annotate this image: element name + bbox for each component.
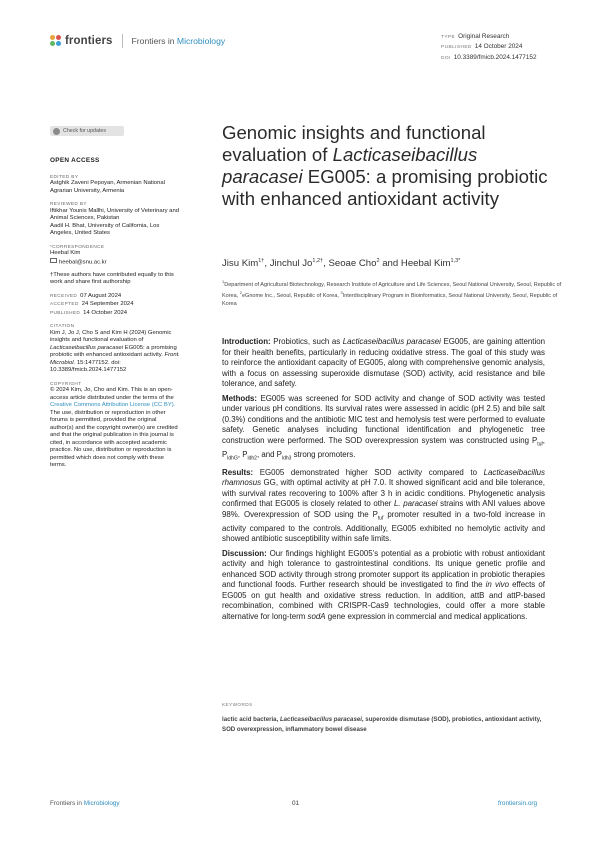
author-list: Jisu Kim$^{1\dagger}$, Jinchul $Jo^{1,2\dagger}$, Seoae Cho$^2$ and Heebal Kim$^{1,3*}$ (222, 258, 461, 270)
frontiers-logo-icon (50, 35, 62, 47)
contribution-note: †These authors have contributed equally to this work and share first authorship (50, 271, 174, 285)
open-access-label: OPEN ACCESS (50, 157, 100, 164)
article-title: Genomic insights and functional evaluation of Lacticaseibacillus paracasei EG005: a promising probiotic with enhanced antioxidant activity (222, 122, 548, 209)
abstract-methods: Methods: EG005 was screened for SOD activity and change of SOD activity was tested under various pH conditions. Its survival rates were assessed in acidic (pH 2.5) and bile salt (0.3%) conditions and the antibiotic MIC test and hemolysis test were performed to evaluate safety. Genetic analyses including functional identification and phylogenetic tree construction were performed. The SOD overexpression system was constructed using $P_{tuf}$, $P_{ldhG}$, $P_{ldh2}$, and $P_{ldh3}$ strong promoters. (222, 393, 545, 462)
author[interactable]: Heebal Kim$^{1,3*}$ (400, 258, 461, 270)
keywords: KEYWORDS lactic acid bacteria, Lacticaseibacillus paracasei, superoxide dismutase (SOD), probiotics, antioxidant activity, SOD overexpression, inflammatory bowel disease (222, 702, 542, 733)
author[interactable]: Jisu Kim$^{1\dagger}$ (222, 258, 265, 270)
email-icon (50, 258, 57, 264)
frontiers-logo[interactable] (50, 34, 225, 48)
article-type: Original Research (458, 33, 510, 40)
copyright: COPYRIGHT © 2024 Kim, Jo, Cho and Kim. This is an open-access article distributed under the terms of the Creative Commons Attribution License (CC BY). The use, distribution or reproduction in other forums is permitted, provided the original author(s) and the copyright owner(s) are credited and that the original publication in this journal is cited, in accordance with accepted academic practice. No use, distribution or reproduction is permitted which does not comply with these terms. (50, 380, 178, 468)
affiliations: $^1$Department of Agricultural Biotechnology, Research Institute of Agriculture and Life Sciences, Seoul National University, Seoul, Republic of Korea, $^2$eGnome Inc., Seoul, Republic of Korea, $^3$Interdisciplinary Program in Bioinformatics, Seoul National University, Seoul, Republic of Korea (222, 279, 562, 307)
doi-link[interactable]: 10.3389/fmicb.2024.1477152 (453, 53, 537, 61)
edited-by: EDITED BY Astghik Zaveni Pepoyan, Armenian National Agrarian University, Armenia (50, 173, 165, 194)
article-meta: TYPE Original Research PUBLISHED 14 October 2024 DOI 10.3389/fmicb.2024.1477152 (441, 33, 537, 61)
author[interactable]: Jinchul $Jo^{1,2\dagger}$ (269, 258, 324, 270)
refresh-icon (53, 128, 60, 135)
abstract-results: Results: EG005 demonstrated higher SOD activity compared to Lacticaseibacillus rhamnosus GG, with optimal activity at pH 7.0. It showed significant acid and bile tolerance, with survival rates recovering to 100% after 3 h in acidic conditions. Phylogenetic analysis confirmed that EG005 is closely related to other L. paracasei strains with ANI values above 98%. Overexpression of SOD using the $P_{tuf}$ promoter resulted in a two-fold increase in activity compared to the controls. Additionally, EG005 exhibited no hemolytic activity and showed antibiotic susceptibility within safe limits. (222, 467, 546, 544)
footer-journal[interactable]: Frontiers in Microbiology (50, 800, 120, 807)
dates: RECEIVED 07 August 2024 ACCEPTED 24 September 2024 PUBLISHED 14 October 2024 (50, 292, 134, 316)
abstract-introduction: Introduction: Probiotics, such as Lacticaseibacillus paracasei EG005, are gaining attention for their health benefits, particularly in reducing oxidative stress. The goal of this study was to reinforce the antioxidant capacity of EG005, along with comprehensive genomic analysis, with a focus on assessing superoxide dismutase (SOD) activity, acid resistance and bile tolerance, and safety. (222, 337, 546, 388)
corr-email[interactable]: heebal@snu.ac.kr (59, 259, 107, 265)
reviewed-by: REVIEWED BY Iftikhar Younis Mallhi, University of Veterinary and Animal Sciences, Pakistan Aadil H. Bhat, University of California, Los Angeles, United States (50, 201, 180, 236)
header-divider (122, 34, 123, 48)
page-number: 01 (292, 800, 300, 807)
correspondence: *CORRESPONDENCE Heebal Kim heebal@snu.ac.kr (50, 243, 107, 265)
sidebar (50, 157, 180, 475)
citation: CITATION Kim J, Jo J, Cho S and Kim H (2024) Genomic insights and functional evaluation of Lacticaseibacillus paracasei EG005: a promising probiotic with enhanced antioxidant activity. Front. Microbiol. 15:1477152. doi: 10.3389/fmicb.2024.1477152 (50, 323, 180, 373)
published-date: 14 October 2024 (474, 43, 523, 51)
abstract-discussion: Discussion: Our findings highlight EG005’s potential as a probiotic with robust antioxidant activity and high tolerance to gastrointestinal conditions. Its unique genetic profile and enhanced SOD activity through strong promoter support its application in probiotic therapies and functional foods. Further research should be investigated to find the in vivo effects of EG005 on gut health and oxidative stress reduction. In addition, attB and attP-based recombination, combined with CRISPR-Cas9 technologies, could offer a more stable alternative for long-term sodA gene expression in commercial and medical applications. (222, 548, 545, 621)
check-updates-button[interactable]: Check for updates (50, 126, 124, 136)
abstract (222, 337, 545, 626)
footer-site-link[interactable]: frontiersin.org (498, 800, 538, 807)
license-link[interactable]: Creative Commons Attribution License (CC BY). (50, 402, 176, 408)
brand-name: frontiers (65, 35, 113, 47)
journal-name[interactable]: Frontiers in Microbiology (131, 36, 226, 46)
author[interactable]: Seoae Cho$^2$ (328, 258, 380, 270)
